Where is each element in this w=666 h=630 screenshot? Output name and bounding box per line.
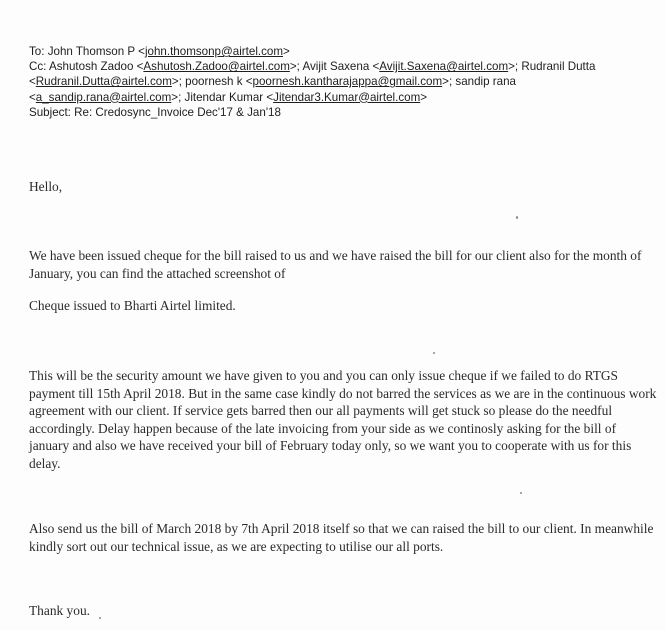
to-line: To: John Thomson P <john.thomsonp@airtel.com> xyxy=(29,45,290,58)
closing: Thank you. xyxy=(29,603,90,618)
cc-line-3: <a_sandip.rana@airtel.com>; Jitendar Kumar <Jitendar3.Kumar@airtel.com> xyxy=(29,90,428,104)
cc-address-link[interactable]: Jitendar3.Kumar@airtel.com xyxy=(273,90,421,104)
to-label: To: xyxy=(29,45,45,58)
to-name: John Thomson P xyxy=(47,45,135,58)
subject-label: Subject: xyxy=(29,105,71,119)
cc-name: Ashutosh Zadoo xyxy=(48,60,134,74)
cc-address-link[interactable]: poornesh.kantharajappa@gmail.com xyxy=(252,75,443,89)
cc-name: sandip rana xyxy=(455,75,516,89)
scan-speck xyxy=(520,492,522,494)
cc-name: Rudranil Dutta xyxy=(521,60,596,74)
cc-address-link[interactable]: Rudranil.Dutta@airtel.com xyxy=(35,75,172,89)
cc-name: Jitendar Kumar xyxy=(184,90,264,104)
cc-line-1: Cc: Ashutosh Zadoo <Ashutosh.Zadoo@airtel.com>; Avijit Saxena <Avijit.Saxena@airtel.com>; Rudranil Dutta xyxy=(29,60,596,74)
paragraph-march-bill: Also send us the bill of March 2018 by 7th April 2018 itself so that we can raised the bill to our client. In meanwhile kindly sort out our technical issue, as we are expecting to utilise our all ports. xyxy=(29,521,654,554)
subject-line xyxy=(29,105,659,120)
scan-speck xyxy=(99,617,101,619)
cc-address-link[interactable]: Ashutosh.Zadoo@airtel.com xyxy=(143,60,290,74)
cc-name: Avijit Saxena xyxy=(302,60,370,74)
to-address-link[interactable]: john.thomsonp@airtel.com xyxy=(144,45,284,58)
cc-line-2: <Rudranil.Dutta@airtel.com>; poornesh k <poornesh.kantharajappa@gmail.com>; sandip rana xyxy=(29,75,516,89)
scan-speck xyxy=(516,216,518,219)
paragraph-security-amount: This will be the security amount we have given to you and you can only issue cheque if we failed to do RTGS payment till 15th April 2018. But in the same case kindly do not barred the services as we are in the continuous work agreement with our client. If service gets barred then our all payments will get stuck so please do the needful accordingly. Delay happen because of the late invoicing from your side as we continosly asking for the bill of january and also we have received your bill of February today only, so we want you to cooperate with us for this delay. xyxy=(29,368,657,471)
subject-text: Re: Credosync_Invoice Dec'17 & Jan'18 xyxy=(74,105,281,119)
greeting: Hello, xyxy=(29,179,63,194)
paragraph-cheque-bharti: Cheque issued to Bharti Airtel limited. xyxy=(29,298,236,313)
paragraph-cheque-issued: We have been issued cheque for the bill raised to us and we have raised the bill for our client also for the month of January, you can find the attached screenshot of xyxy=(29,248,642,281)
cc-name: poornesh k xyxy=(185,75,243,89)
email-header xyxy=(29,44,659,120)
scan-speck xyxy=(433,352,435,354)
cc-address-link[interactable]: Avijit.Saxena@airtel.com xyxy=(379,60,509,74)
cc-label: Cc: xyxy=(29,60,47,74)
cc-address-link[interactable]: a_sandip.rana@airtel.com xyxy=(35,90,172,104)
